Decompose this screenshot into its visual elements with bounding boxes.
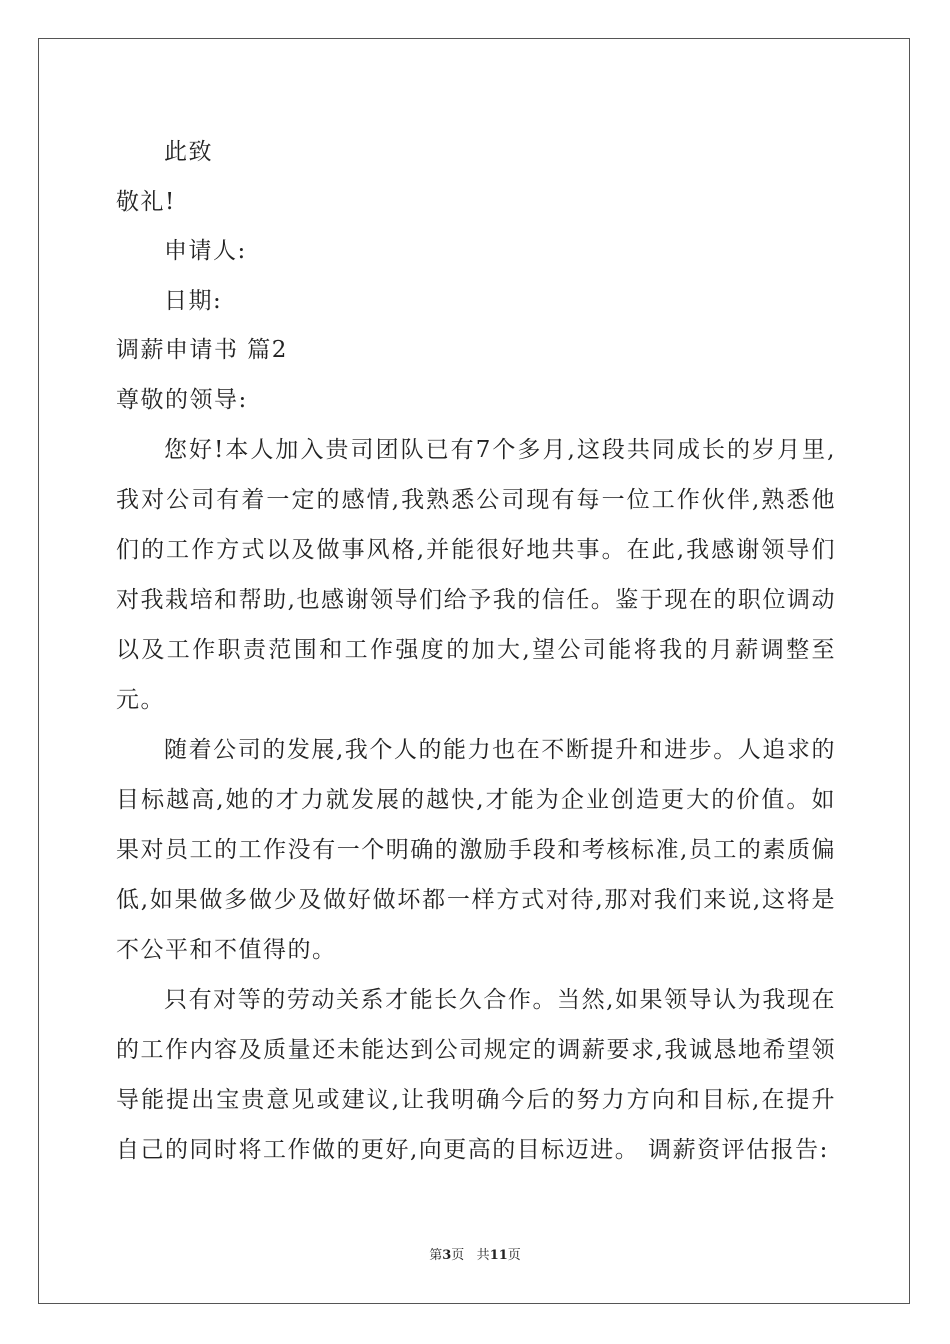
page-unit: 页	[451, 1248, 465, 1263]
page-number: 3	[442, 1248, 452, 1263]
date-field: 日期:	[164, 287, 223, 314]
salutation: 尊敬的领导:	[116, 386, 248, 413]
paragraph-3: 只有对等的劳动关系才能长久合作。当然,如果领导认为我现在的工作内容及质量还未能达到公司规定的调薪要求,我诚恳地希望领导能提出宝贵意见或建议,让我明确今后的努力方向和目标,在提升自己的同时将工作做的更好,向更高的目标迈进。 调薪资评估报告:	[116, 987, 836, 1163]
paragraph-1: 您好!本人加入贵司团队已有7个多月,这段共同成长的岁月里,我对公司有着一定的感情,我熟悉公司现有每一位工作伙伴,熟悉他们的工作方式以及做事风格,并能很好地共事。在此,我感谢领导们对我栽培和帮助,也感谢领导们给予我的信任。鉴于现在的职位调动以及工作职责范围和工作强度的加大,望公司能将我的月薪调整至元。	[116, 437, 836, 713]
closing-line-2: 敬礼!	[116, 188, 176, 215]
paragraph-2: 随着公司的发展,我个人的能力也在不断提升和进步。人追求的目标越高,她的才力就发展的越快,才能为企业创造更大的价值。如果对员工的工作没有一个明确的激励手段和考核标准,员工的素质偏低,如果做多做少及做好做坏都一样方式对待,那对我们来说,这将是不公平和不值得的。	[116, 737, 836, 963]
closing-line-1: 此致	[164, 139, 213, 165]
page-footer	[0, 1244, 950, 1263]
total-unit: 页	[507, 1248, 521, 1263]
applicant-field: 申请人:	[164, 238, 247, 264]
page-label: 第	[429, 1248, 443, 1263]
total-pages: 11	[489, 1248, 508, 1263]
letter-body	[116, 128, 836, 1175]
total-label: 共	[476, 1248, 490, 1263]
section-title: 调薪申请书 篇2	[116, 337, 288, 363]
